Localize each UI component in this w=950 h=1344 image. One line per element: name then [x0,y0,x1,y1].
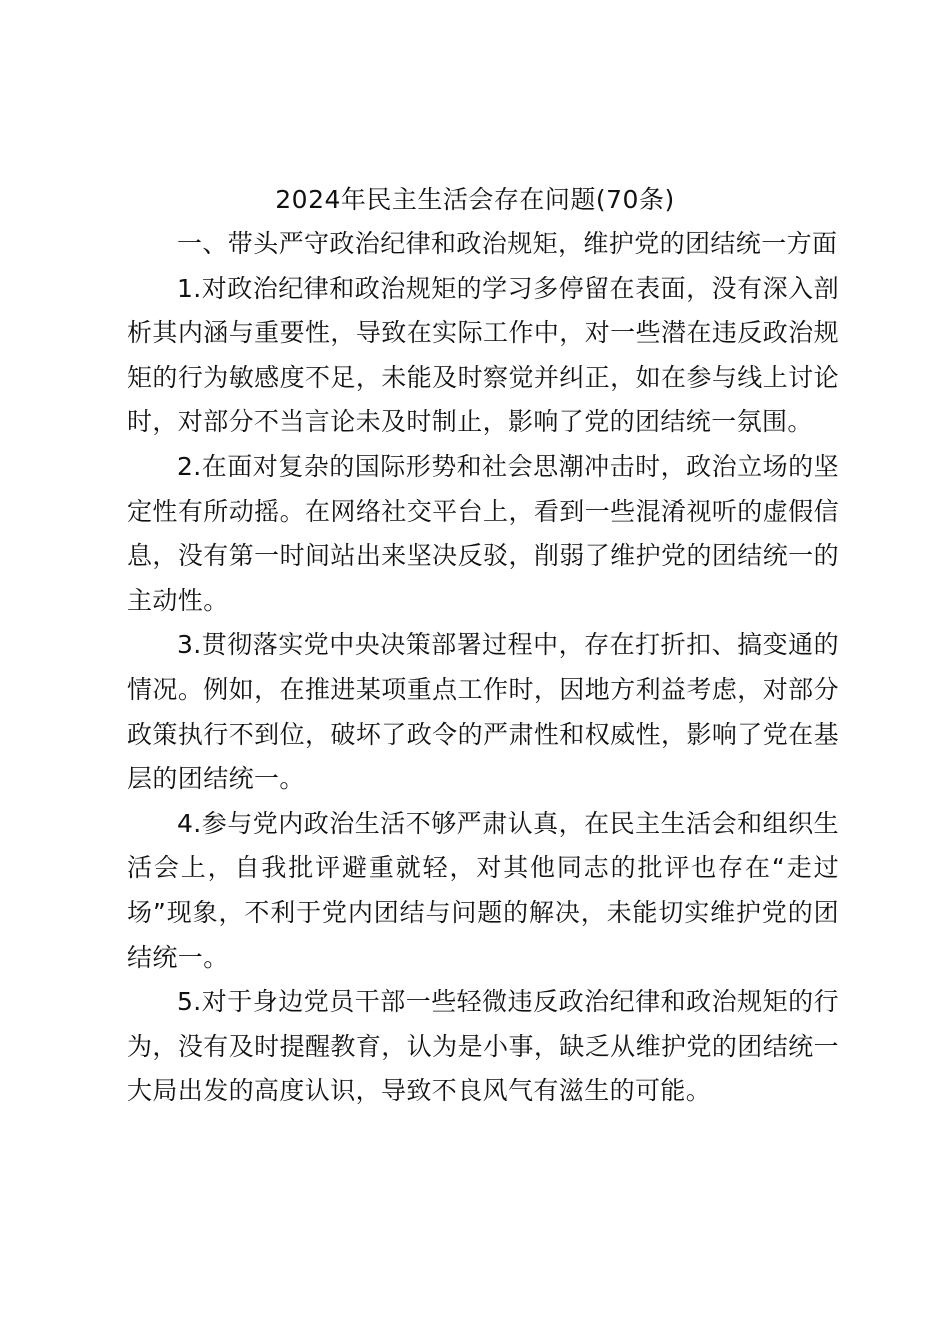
paragraph-1: 1.对政治纪律和政治规矩的学习多停留在表面，没有深入剖析其内涵与重要性，导致在实际工作中，对一些潜在违反政治规矩的行为敏感度不足，未能及时察觉并纠正，如在参与线上讨论时，对部分不当言论未及时制止，影响了党的团结统一氛围。 [127,273,839,437]
paragraph-5: 5.对于身边党员干部一些轻微违反政治纪律和政治规矩的行为，没有及时提醒教育，认为是小事，缺乏从维护党的团结统一大局出发的高度认识，导致不良风气有滋生的可能。 [127,987,839,1106]
section-heading: 一、带头严守政治纪律和政治规矩，维护党的团结统一方面 [177,229,838,258]
paragraph-3: 3.贯彻落实党中央决策部署过程中，存在打折扣、搞变通的情况。例如，在推进某项重点工作时，因地方利益考虑，对部分政策执行不到位，破坏了政令的严肃性和权威性，影响了党在基层的团结统一。 [127,630,839,794]
document-body [127,222,839,1114]
paragraph-2: 2.在面对复杂的国际形势和社会思潮冲击时，政治立场的坚定性有所动摇。在网络社交平台上，看到一些混淆视听的虚假信息，没有第一时间站出来坚决反驳，削弱了维护党的团结统一的主动性。 [127,451,839,615]
paragraph-4: 4.参与党内政治生活不够严肃认真，在民主生活会和组织生活会上，自我批评避重就轻，对其他同志的批评也存在“走过场”现象，不利于党内团结与问题的解决，未能切实维护党的团结统一。 [127,808,839,972]
document-title: 2024年民主生活会存在问题(70条) [275,185,675,214]
